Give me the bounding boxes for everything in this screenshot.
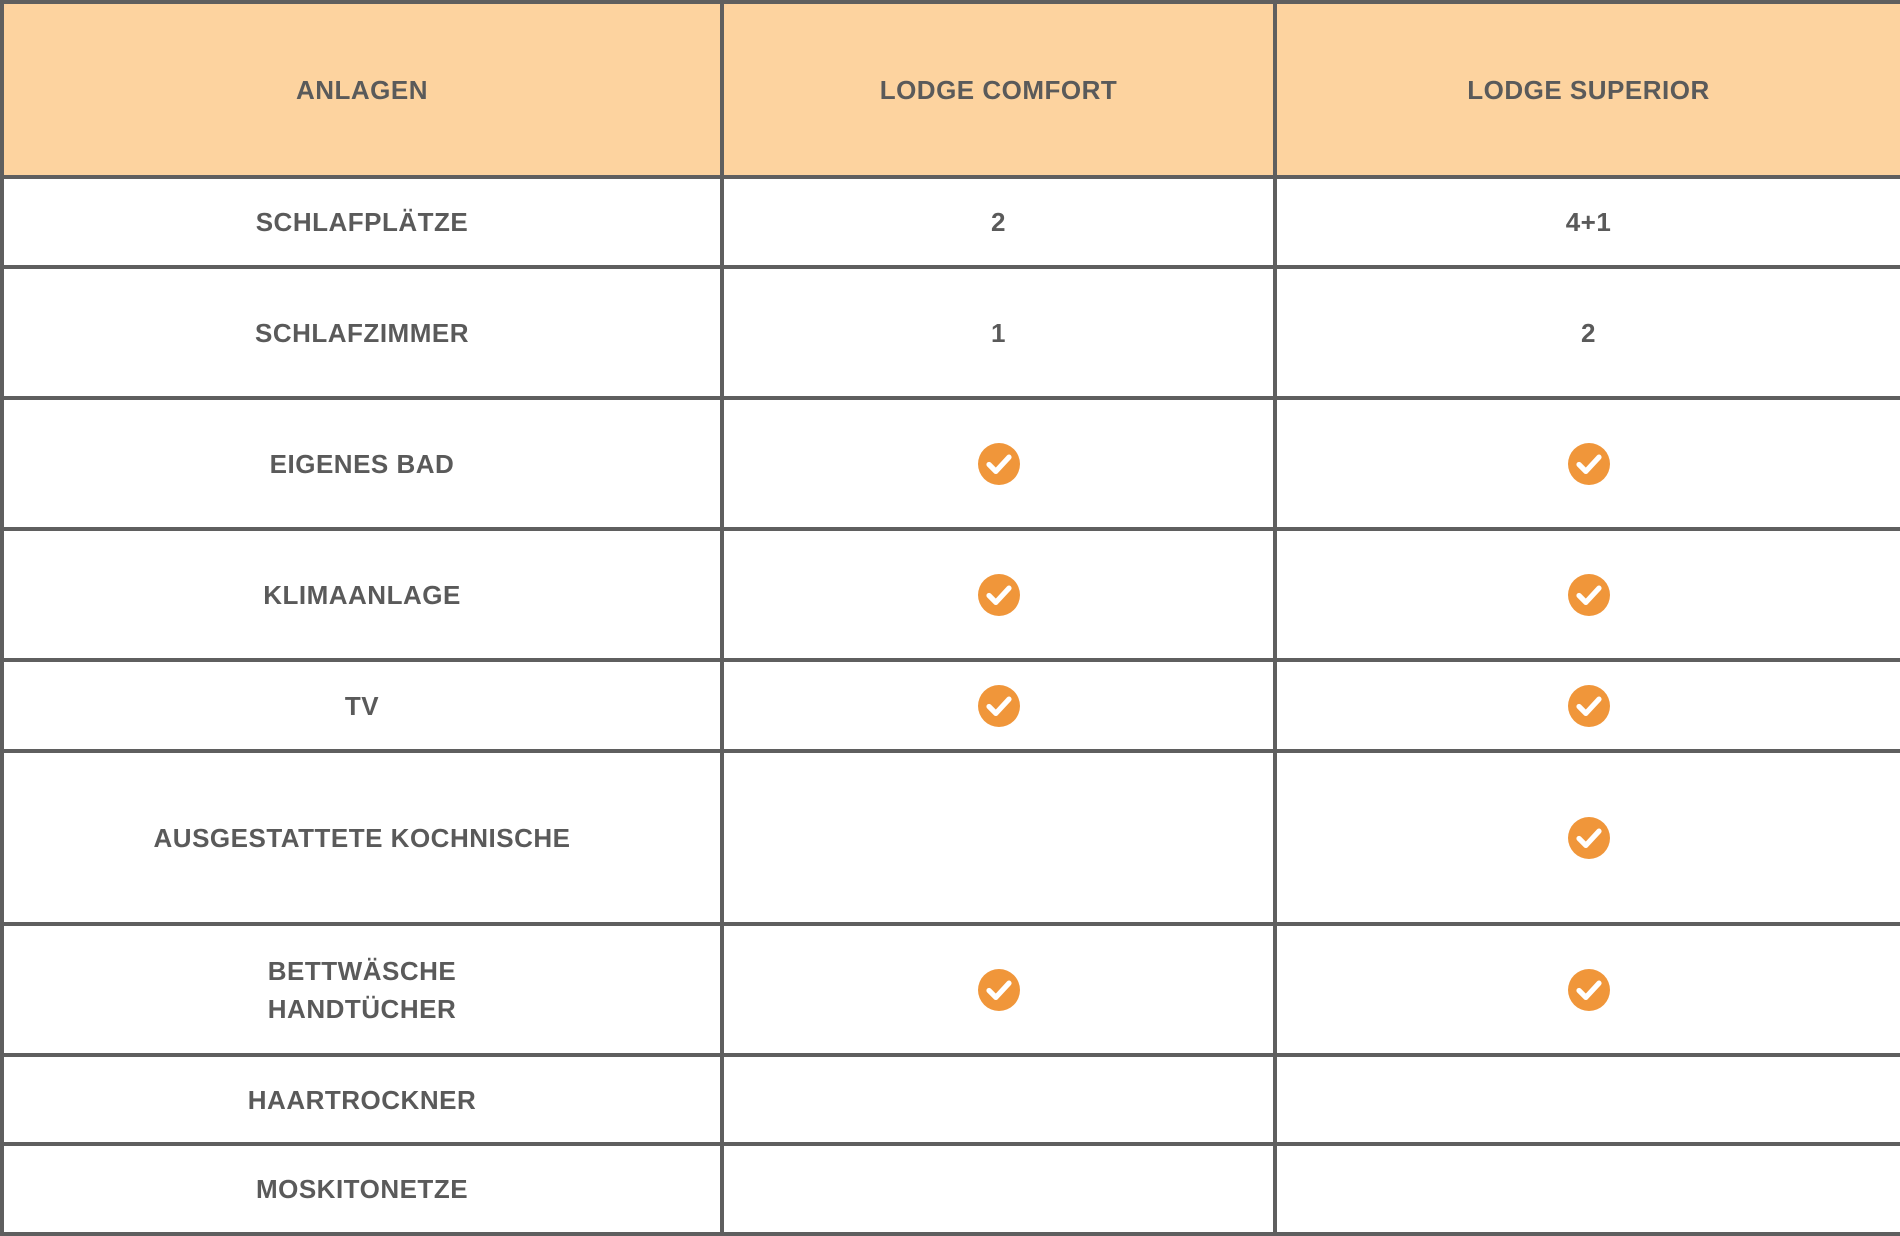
- check-icon: [978, 969, 1020, 1011]
- superior-value: 4+1: [1275, 177, 1900, 267]
- table-row: [2, 924, 1900, 1055]
- superior-cell: [1275, 529, 1900, 660]
- table-row: [2, 1144, 1900, 1234]
- row-label-line: BETTWÄSCHE: [267, 955, 457, 986]
- check-icon: [1568, 574, 1610, 616]
- check-icon: [1568, 969, 1610, 1011]
- check-icon: [1568, 443, 1610, 485]
- comfort-cell: [722, 1055, 1275, 1144]
- comfort-cell: [722, 1144, 1275, 1234]
- header-anlagen: ANLAGEN: [2, 2, 722, 177]
- header-lodge-superior: LODGE SUPERIOR: [1275, 2, 1900, 177]
- header-row: [2, 2, 1900, 177]
- superior-cell: [1275, 924, 1900, 1055]
- comfort-cell: [722, 751, 1275, 924]
- table-row: [2, 1055, 1900, 1144]
- row-label: HAARTROCKNER: [2, 1055, 722, 1144]
- row-label: EIGENES BAD: [2, 398, 722, 529]
- superior-cell: [1275, 751, 1900, 924]
- table-row: [2, 660, 1900, 751]
- row-label: TV: [2, 660, 722, 751]
- comfort-cell: [722, 924, 1275, 1055]
- superior-value: 2: [1275, 267, 1900, 398]
- check-icon: [978, 685, 1020, 727]
- check-icon: [978, 574, 1020, 616]
- superior-cell: [1275, 660, 1900, 751]
- table-row: [2, 267, 1900, 398]
- check-icon: [1568, 685, 1610, 727]
- row-label: SCHLAFZIMMER: [2, 267, 722, 398]
- row-label: AUSGESTATTETE KOCHNISCHE: [2, 751, 722, 924]
- row-label: KLIMAANLAGE: [2, 529, 722, 660]
- comfort-value: 1: [722, 267, 1275, 398]
- row-label: SCHLAFPLÄTZE: [2, 177, 722, 267]
- superior-cell: [1275, 398, 1900, 529]
- superior-cell: [1275, 1055, 1900, 1144]
- comfort-cell: [722, 529, 1275, 660]
- row-label: MOSKITONETZE: [2, 1144, 722, 1234]
- comfort-value: 2: [722, 177, 1275, 267]
- superior-cell: [1275, 1144, 1900, 1234]
- table-row: [2, 177, 1900, 267]
- check-icon: [978, 443, 1020, 485]
- comfort-cell: [722, 660, 1275, 751]
- comfort-cell: [722, 398, 1275, 529]
- table-row: [2, 529, 1900, 660]
- table-row: [2, 751, 1900, 924]
- row-label-line: HANDTÜCHER: [267, 993, 457, 1024]
- table-row: [2, 398, 1900, 529]
- check-icon: [1568, 817, 1610, 859]
- header-lodge-comfort: LODGE COMFORT: [722, 2, 1275, 177]
- row-label: [2, 924, 722, 1055]
